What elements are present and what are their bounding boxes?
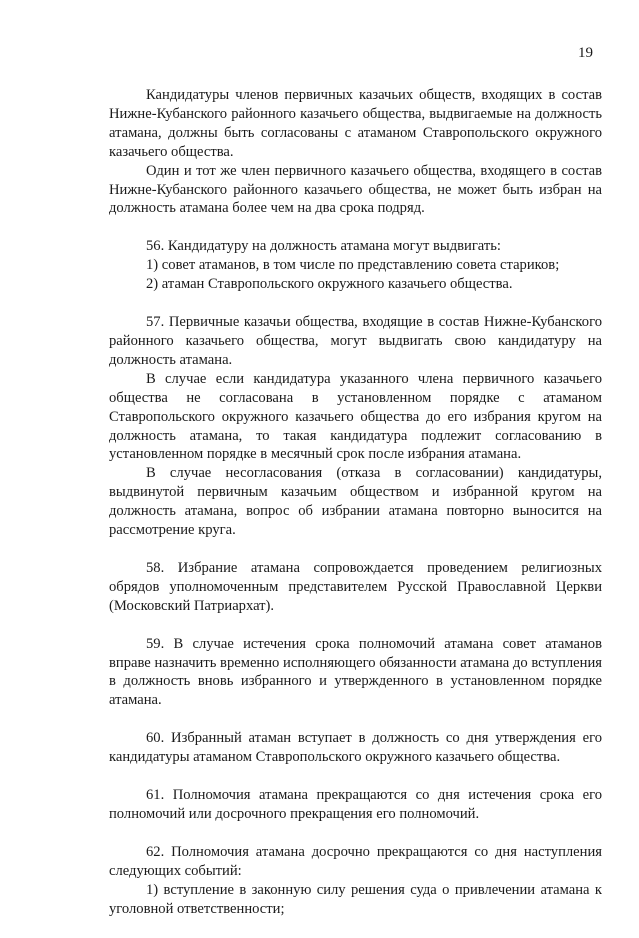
paragraph: В случае несогласования (отказа в согласовании) кандидатуры, выдвинутой первичным казачьим обществом и избранной кругом на должность атамана, вопрос об избрании атамана повторно выносится на рассмотрение круга. (109, 465, 602, 539)
paragraph: 60. Избранный атаман вступает в должность со дня утверждения его кандидатуры атаманом Ставропольского окружного казачьего общества. (109, 730, 602, 766)
section-56 (109, 237, 602, 294)
paragraph: 58. Избрание атамана сопровождается проведением религиозных обрядов уполномоченным представителем Русской Православной Церкви (Московский Патриархат). (109, 559, 602, 614)
page-number: 19 (578, 45, 593, 61)
section-57 (109, 313, 602, 540)
section-candidates-approval (109, 86, 602, 218)
list-item: 1) совет атаманов, в том числе по представлению совета стариков; (146, 257, 560, 274)
section-62 (109, 843, 602, 919)
section-60 (109, 729, 602, 767)
paragraph: Один и тот же член первичного казачьего общества, входящего в состав Нижне-Кубанского районного казачьего общества, не может быть избран на должность атамана более чем на два срока подряд. (109, 162, 602, 217)
paragraph: В случае если кандидатура указанного члена первичного казачьего общества не согласована в установленном порядке с атаманом Ставропольского окружного казачьего общества до его избрания кругом на должность атамана, то такая кандидатура подлежит согласованию в установленном порядке в месячный срок после избрания атамана. (109, 370, 602, 463)
section-59 (109, 635, 602, 711)
paragraph: 56. Кандидатуру на должность атамана могут выдвигать: (146, 238, 501, 255)
paragraph: Кандидатуры членов первичных казачьих обществ, входящих в состав Нижне-Кубанского районного казачьего общества, выдвигаемые на должность атамана, должны быть согласованы с атаманом Ставропольского окружного казачьего общества. (109, 87, 602, 160)
paragraph: 62. Полномочия атамана досрочно прекращаются со дня наступления следующих событий: (109, 843, 602, 879)
paragraph: 61. Полномочия атамана прекращаются со дня истечения срока его полномочий или досрочного прекращения его полномочий. (109, 787, 602, 822)
paragraph: 59. В случае истечения срока полномочий атамана совет атаманов вправе назначить временно исполняющего обязанности атамана до вступления в должность вновь избранного и утвержденного в установленном порядке атамана. (109, 635, 602, 709)
section-58 (109, 559, 602, 616)
document-body (109, 86, 602, 938)
list-item: 2) атаман Ставропольского окружного казачьего общества. (146, 276, 513, 293)
paragraph: 57. Первичные казачьи общества, входящие в состав Нижне-Кубанского районного казачьего общества, могут выдвигать свою кандидатуру на должность атамана. (109, 314, 602, 368)
list-item: 1) вступление в законную силу решения суда о привлечении атамана к уголовной ответственности; (109, 881, 602, 917)
section-61 (109, 786, 602, 824)
